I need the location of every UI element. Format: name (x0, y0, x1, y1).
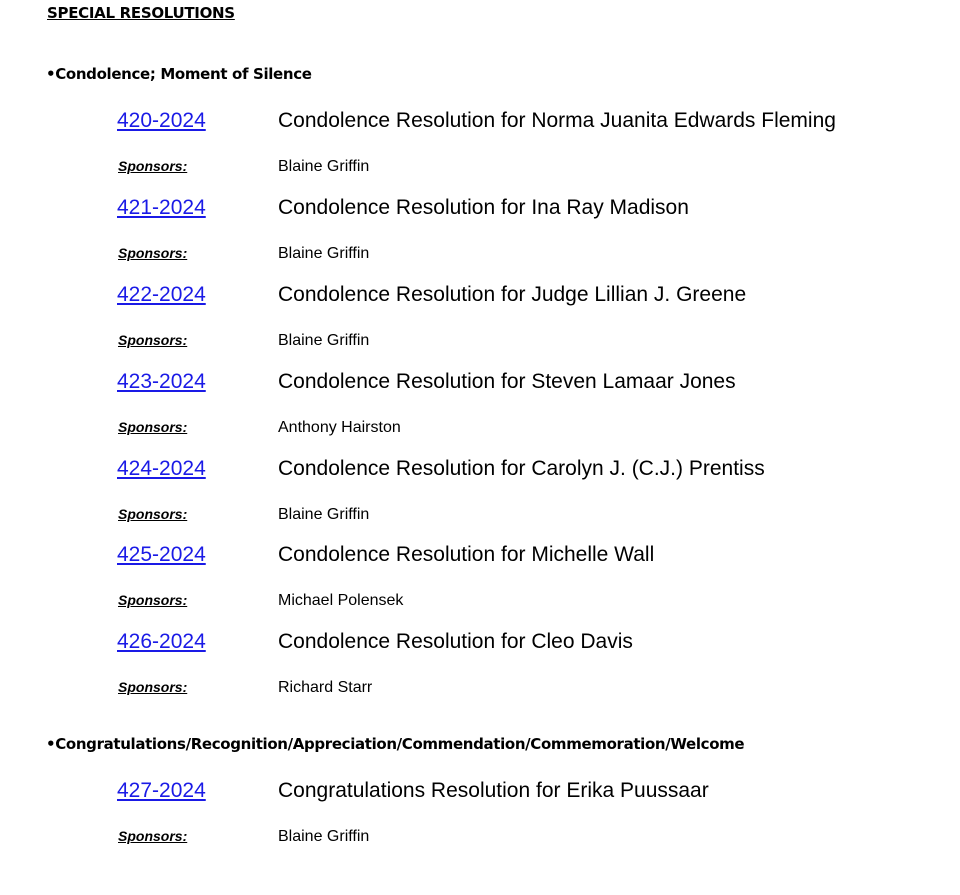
sponsors-label: Sponsors: (118, 158, 188, 174)
resolution-entry (0, 456, 960, 536)
sponsors-label: Sponsors: (118, 506, 188, 522)
sponsor-name: Anthony Hairston (278, 419, 401, 436)
sponsors-label: Sponsors: (118, 332, 188, 348)
file-number-link[interactable]: 426-2024 (117, 630, 206, 653)
sponsor-name: Michael Polensek (278, 592, 404, 609)
resolution-title: Condolence Resolution for Ina Ray Madison (278, 196, 689, 219)
resolution-title: Condolence Resolution for Cleo Davis (278, 630, 633, 653)
section-heading: SPECIAL RESOLUTIONS (47, 4, 235, 22)
resolution-entry (0, 195, 960, 275)
file-number-link[interactable]: 420-2024 (117, 109, 206, 132)
sponsor-name: Blaine Griffin (278, 506, 370, 523)
sponsor-name: Richard Starr (278, 679, 373, 696)
resolution-title: Condolence Resolution for Carolyn J. (C.J.) Prentiss (278, 457, 765, 480)
sponsors-label: Sponsors: (118, 245, 188, 261)
category-heading-condolence: •Condolence; Moment of Silence (46, 65, 312, 83)
sponsor-name: Blaine Griffin (278, 332, 370, 349)
resolution-title: Condolence Resolution for Judge Lillian J. Greene (278, 283, 747, 306)
sponsor-name: Blaine Griffin (278, 158, 370, 175)
resolution-entry (0, 369, 960, 449)
resolution-title: Condolence Resolution for Steven Lamaar Jones (278, 370, 736, 393)
sponsors-label: Sponsors: (118, 592, 188, 608)
resolution-entry (0, 629, 960, 709)
sponsors-label: Sponsors: (118, 679, 188, 695)
file-number-link[interactable]: 424-2024 (117, 457, 206, 480)
sponsors-label: Sponsors: (118, 828, 188, 844)
resolution-title: Condolence Resolution for Michelle Wall (278, 543, 655, 566)
file-number-link[interactable]: 423-2024 (117, 370, 206, 393)
resolution-entry (0, 778, 960, 858)
resolution-entry (0, 282, 960, 362)
resolution-entry (0, 108, 960, 188)
resolution-title: Congratulations Resolution for Erika Puussaar (278, 779, 709, 802)
category-heading-congratulations: •Congratulations/Recognition/Appreciation/Commendation/Commemoration/Welcome (46, 735, 745, 753)
sponsor-name: Blaine Griffin (278, 828, 370, 845)
sponsors-label: Sponsors: (118, 419, 188, 435)
sponsor-name: Blaine Griffin (278, 245, 370, 262)
resolution-title: Condolence Resolution for Norma Juanita Edwards Fleming (278, 109, 836, 132)
file-number-link[interactable]: 422-2024 (117, 283, 206, 306)
file-number-link[interactable]: 427-2024 (117, 779, 206, 802)
file-number-link[interactable]: 421-2024 (117, 196, 206, 219)
file-number-link[interactable]: 425-2024 (117, 543, 206, 566)
resolution-entry (0, 542, 960, 622)
